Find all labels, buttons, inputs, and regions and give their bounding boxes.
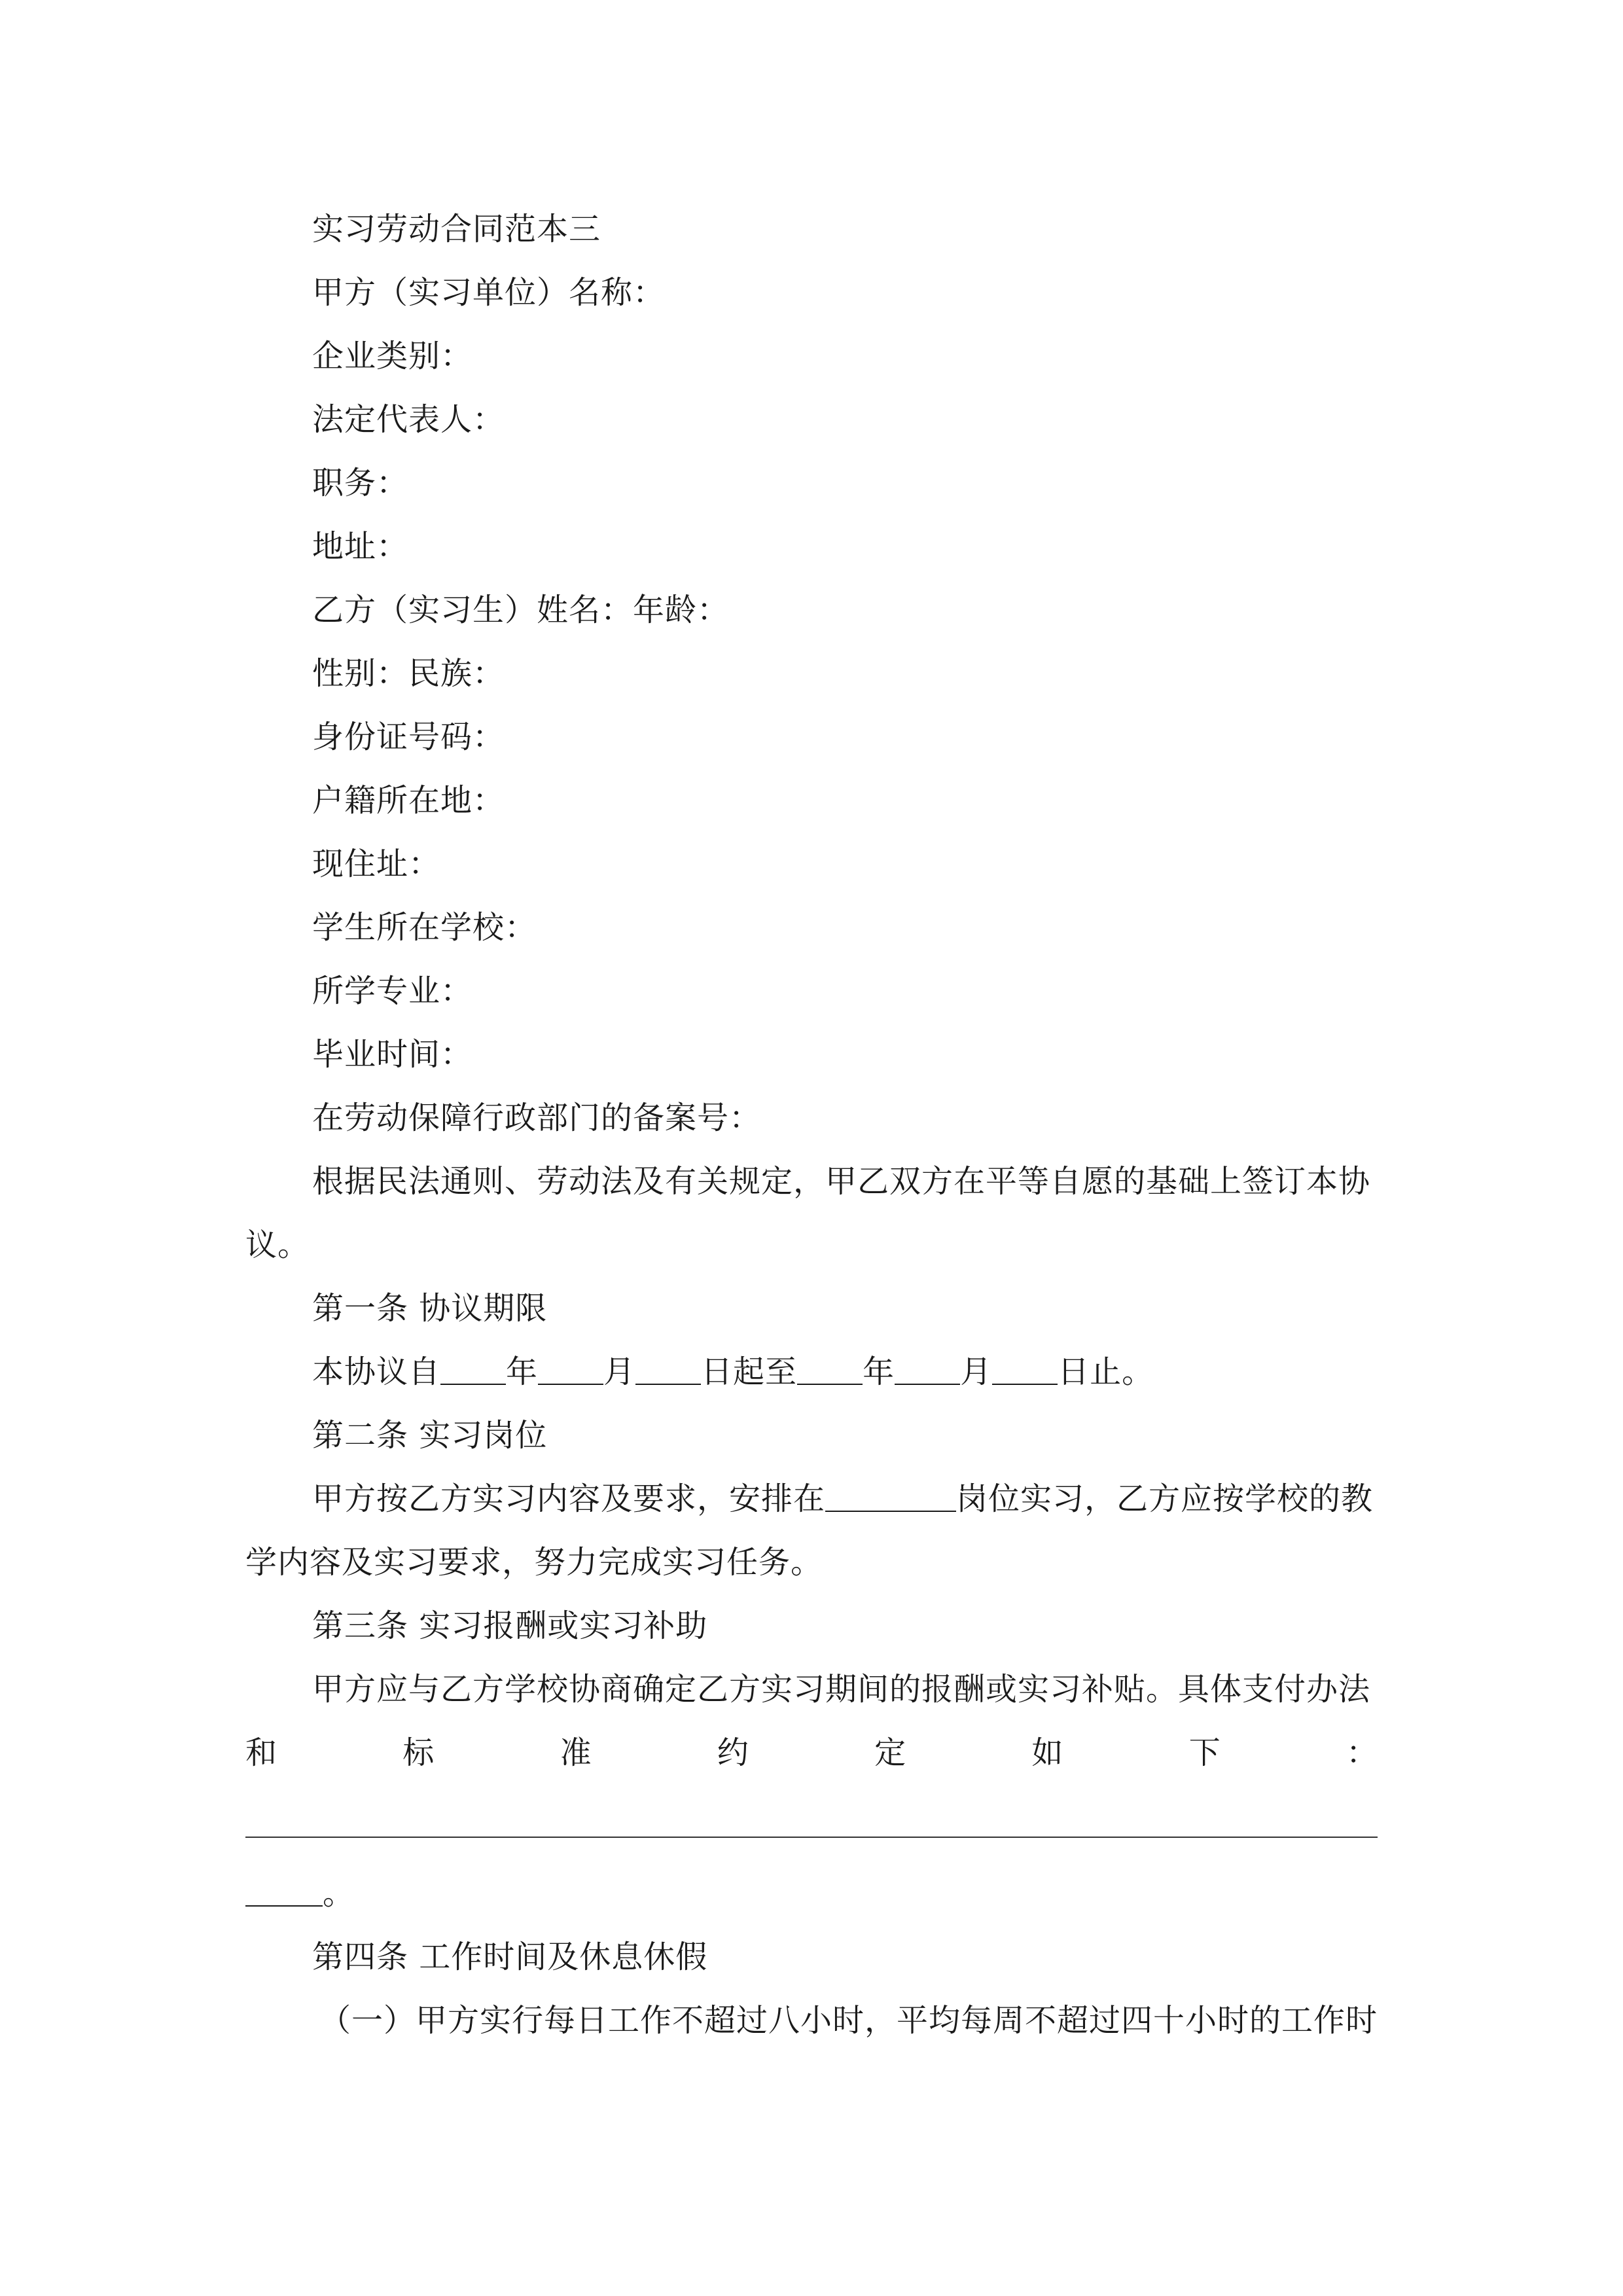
article3-line3 <box>245 1874 1378 1913</box>
article3-word: 下 <box>1188 1734 1221 1771</box>
field-party-a-name: 甲方（实习单位）名称： <box>312 274 666 311</box>
blank-start-year <box>440 1355 506 1385</box>
field-legal-rep: 法定代表人： <box>312 401 505 438</box>
field-gender: 性别：民族： <box>312 655 505 692</box>
blank-start-day <box>635 1355 701 1385</box>
field-party-b: 乙方（实习生）姓名：年龄： <box>312 592 730 628</box>
article2-line1-a: 甲方按乙方实习内容及要求，安排在 <box>312 1480 826 1517</box>
blank-payment <box>245 1876 323 1907</box>
article1-month-label: 月 <box>603 1354 636 1390</box>
article2-line1-b: 岗位实习，乙方应按学校的教 <box>956 1480 1374 1517</box>
field-graduation: 毕业时间： <box>312 1036 473 1073</box>
article4-title: 第四条 工作时间及休息休假 <box>312 1939 708 1975</box>
field-current-address: 现住址： <box>312 846 441 882</box>
field-major: 所学专业： <box>312 973 473 1009</box>
article3-word: 标 <box>402 1734 435 1771</box>
article2-line1 <box>312 1479 1378 1518</box>
blank-start-month <box>538 1355 603 1385</box>
article3-word: 约 <box>717 1734 749 1771</box>
article3-word: 定 <box>874 1734 906 1771</box>
blank-post <box>825 1482 956 1512</box>
article3-word: 准 <box>560 1734 592 1771</box>
article1-from-label: 日起至 <box>701 1354 798 1390</box>
article1-text-start: 本协议自 <box>312 1354 441 1390</box>
article3-word: 和 <box>245 1734 277 1771</box>
article1-term <box>312 1352 1378 1391</box>
blank-end-day <box>992 1355 1058 1385</box>
basis-paragraph-line1: 根据民法通则、劳动法及有关规定，甲乙双方在平等自愿的基础上签订本协 <box>312 1163 1371 1200</box>
article3-blank-rule <box>245 1837 1378 1838</box>
article1-year2-label: 年 <box>863 1354 895 1390</box>
article3-line1: 甲方应与乙方学校协商确定乙方实习期间的报酬或实习补贴。具体支付办法 <box>312 1671 1371 1708</box>
doc-title: 实习劳动合同范本三 <box>312 211 601 247</box>
article1-year-label: 年 <box>506 1354 539 1390</box>
article3-title: 第三条 实习报酬或实习补助 <box>312 1607 708 1644</box>
field-school: 学生所在学校： <box>312 909 537 946</box>
field-position: 职务： <box>312 465 409 501</box>
field-id-number: 身份证号码： <box>312 719 505 755</box>
blank-end-month <box>895 1355 960 1385</box>
field-address: 地址： <box>312 528 409 565</box>
blank-end-year <box>797 1355 863 1385</box>
article2-line2: 学内容及实习要求，努力完成实习任务。 <box>245 1544 823 1581</box>
article3-word: ： <box>1346 1734 1378 1771</box>
article3-word: 如 <box>1031 1734 1063 1771</box>
article3-end-mark: 。 <box>323 1875 355 1912</box>
article3-line2 <box>245 1733 1378 1772</box>
article1-month2-label: 月 <box>960 1354 993 1390</box>
article1-title: 第一条 协议期限 <box>312 1290 548 1327</box>
article2-title: 第二条 实习岗位 <box>312 1417 548 1454</box>
article4-line1: （一）甲方实行每日工作不超过八小时，平均每周不超过四十小时的工作时 <box>319 2002 1378 2039</box>
field-enterprise-type: 企业类别： <box>312 338 473 374</box>
field-household: 户籍所在地： <box>312 782 505 819</box>
article1-end-label: 日止。 <box>1058 1354 1154 1390</box>
basis-paragraph-line2: 议。 <box>245 1227 310 1263</box>
field-record-no: 在劳动保障行政部门的备案号： <box>312 1100 762 1136</box>
